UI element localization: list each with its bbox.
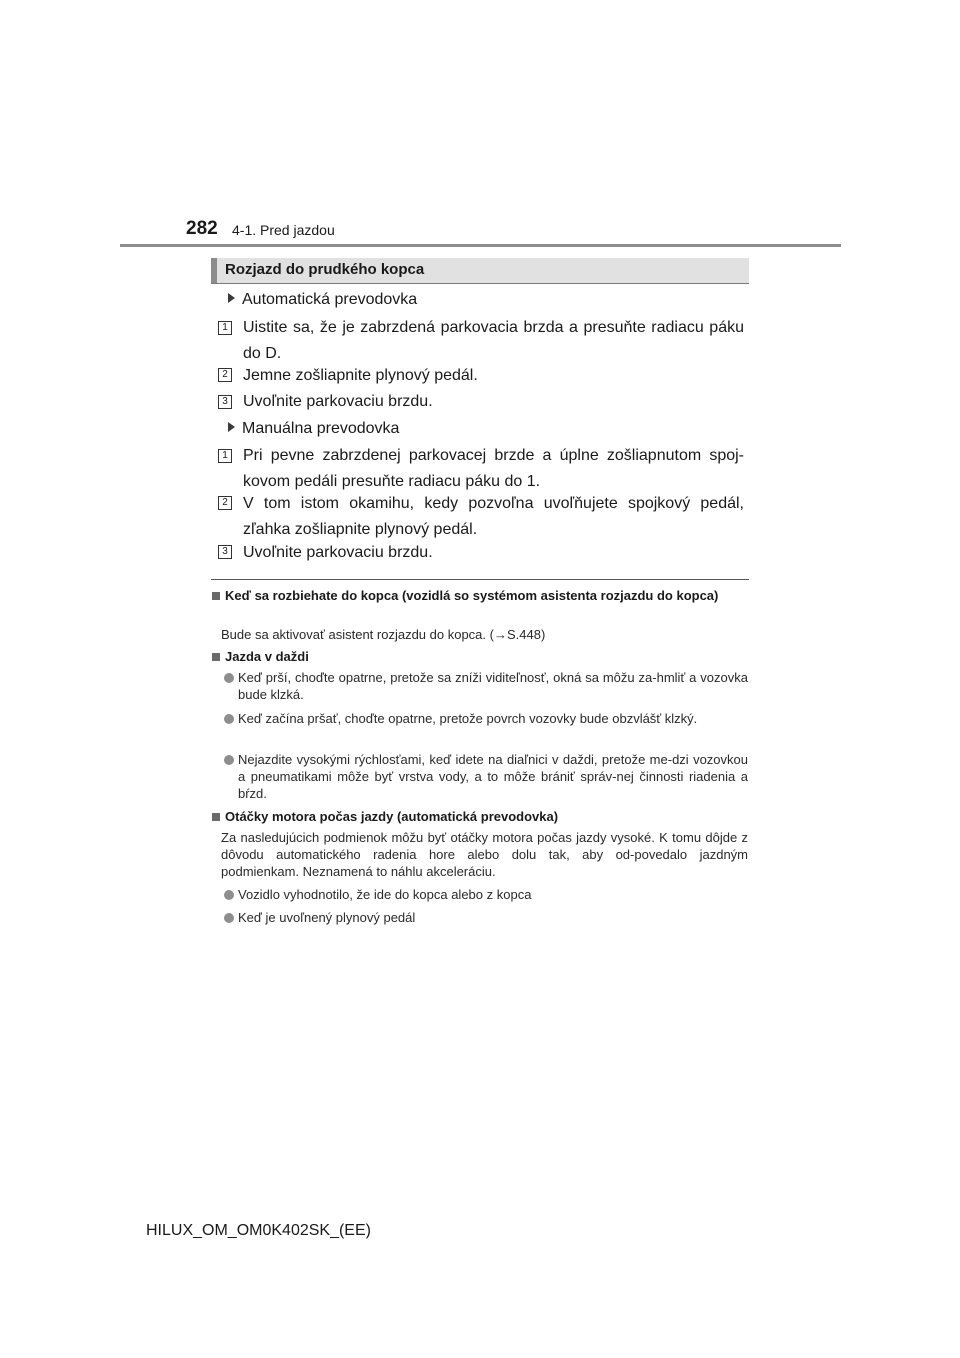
triangle-icon: [228, 293, 235, 303]
step-text: Pri pevne zabrzdenej parkovacej brzde a úplne zošliapnutom spoj-kovom pedáli presuňte radiacu páku do 1.: [243, 447, 744, 490]
round-bullet-icon: [224, 890, 234, 900]
bullet-text: Nejazdite vysokými rýchlosťami, keď idete na diaľnici v daždi, pretože me-dzi vozovkou a pneumatikami môže byť vrstva vody, a to môže brániť správ-nej činnosti riadenia a bŕzd.: [238, 752, 748, 801]
step-number: 2: [218, 368, 232, 382]
manual-heading-text: Manuálna prevodovka: [242, 420, 400, 437]
bullet-text: Keď prší, choďte opatrne, pretože sa zníži viditeľnosť, okná sa môžu za-hmliť a vozovka bude klzká.: [238, 670, 748, 702]
note-text: Bude sa aktivovať asistent rozjazdu do kopca. (→S.448): [221, 627, 546, 642]
header-rule: [120, 244, 841, 247]
round-bullet-icon: [224, 755, 234, 765]
section-label: 4-1. Pred jazdou: [232, 222, 335, 238]
bullet-text: Keď je uvoľnený plynový pedál: [238, 910, 416, 925]
note-heading-text: Jazda v daždi: [225, 649, 309, 664]
step-number: 3: [218, 395, 232, 409]
step-text: V tom istom okamihu, kedy pozvoľna uvoľňujete spojkový pedál, zľahka zošliapnite plynový pedál.: [243, 495, 744, 538]
triangle-icon: [228, 422, 235, 432]
note-heading: [212, 648, 748, 665]
step-text: Uistite sa, že je zabrzdená parkovacia brzda a presuňte radiacu páku do D.: [243, 319, 744, 362]
page-number: 282: [186, 218, 218, 239]
step-text: Uvoľnite parkovaciu brzdu.: [243, 393, 433, 410]
note-heading-text: Keď sa rozbiehate do kopca (vozidlá so systémom asistenta rozjazdu do kopca): [225, 588, 719, 603]
step-number: 1: [218, 449, 232, 463]
step-number: 3: [218, 545, 232, 559]
step-text: Jemne zošliapnite plynový pedál.: [243, 367, 478, 384]
manual-heading: [228, 416, 399, 442]
note-text: Za nasledujúcich podmienok môžu byť otáčky motora počas jazdy vysoké. K tomu dôjde z dôvodu automatického radenia hore alebo dolu tak, aby od-povedalo jazdným podmienkam. Neznamená to náhlu akceleráciu.: [221, 830, 748, 879]
note-heading: [212, 587, 748, 604]
square-bullet-icon: [212, 653, 220, 661]
box-title: [211, 258, 749, 284]
step-number: 2: [218, 496, 232, 510]
bullet-text: Vozidlo vyhodnotilo, že ide do kopca alebo z kopca: [238, 887, 532, 902]
box-title-bar: [211, 258, 217, 283]
note-heading-text: Otáčky motora počas jazdy (automatická prevodovka): [225, 809, 559, 824]
bullet-text: Keď začína pršať, choďte opatrne, pretože povrch vozovky bude obzvlášť klzký.: [238, 711, 698, 726]
automatic-heading: [228, 287, 417, 313]
round-bullet-icon: [224, 673, 234, 683]
round-bullet-icon: [224, 714, 234, 724]
round-bullet-icon: [224, 913, 234, 923]
automatic-heading-text: Automatická prevodovka: [242, 291, 418, 308]
step-number: 1: [218, 321, 232, 335]
note-heading: [212, 808, 748, 825]
square-bullet-icon: [212, 592, 220, 600]
box-title-text: Rozjazd do prudkého kopca: [225, 261, 425, 278]
square-bullet-icon: [212, 813, 220, 821]
box-divider: [211, 579, 749, 580]
footer-code: HILUX_OM_OM0K402SK_(EE): [146, 1222, 371, 1239]
step-text: Uvoľnite parkovaciu brzdu.: [243, 544, 433, 561]
